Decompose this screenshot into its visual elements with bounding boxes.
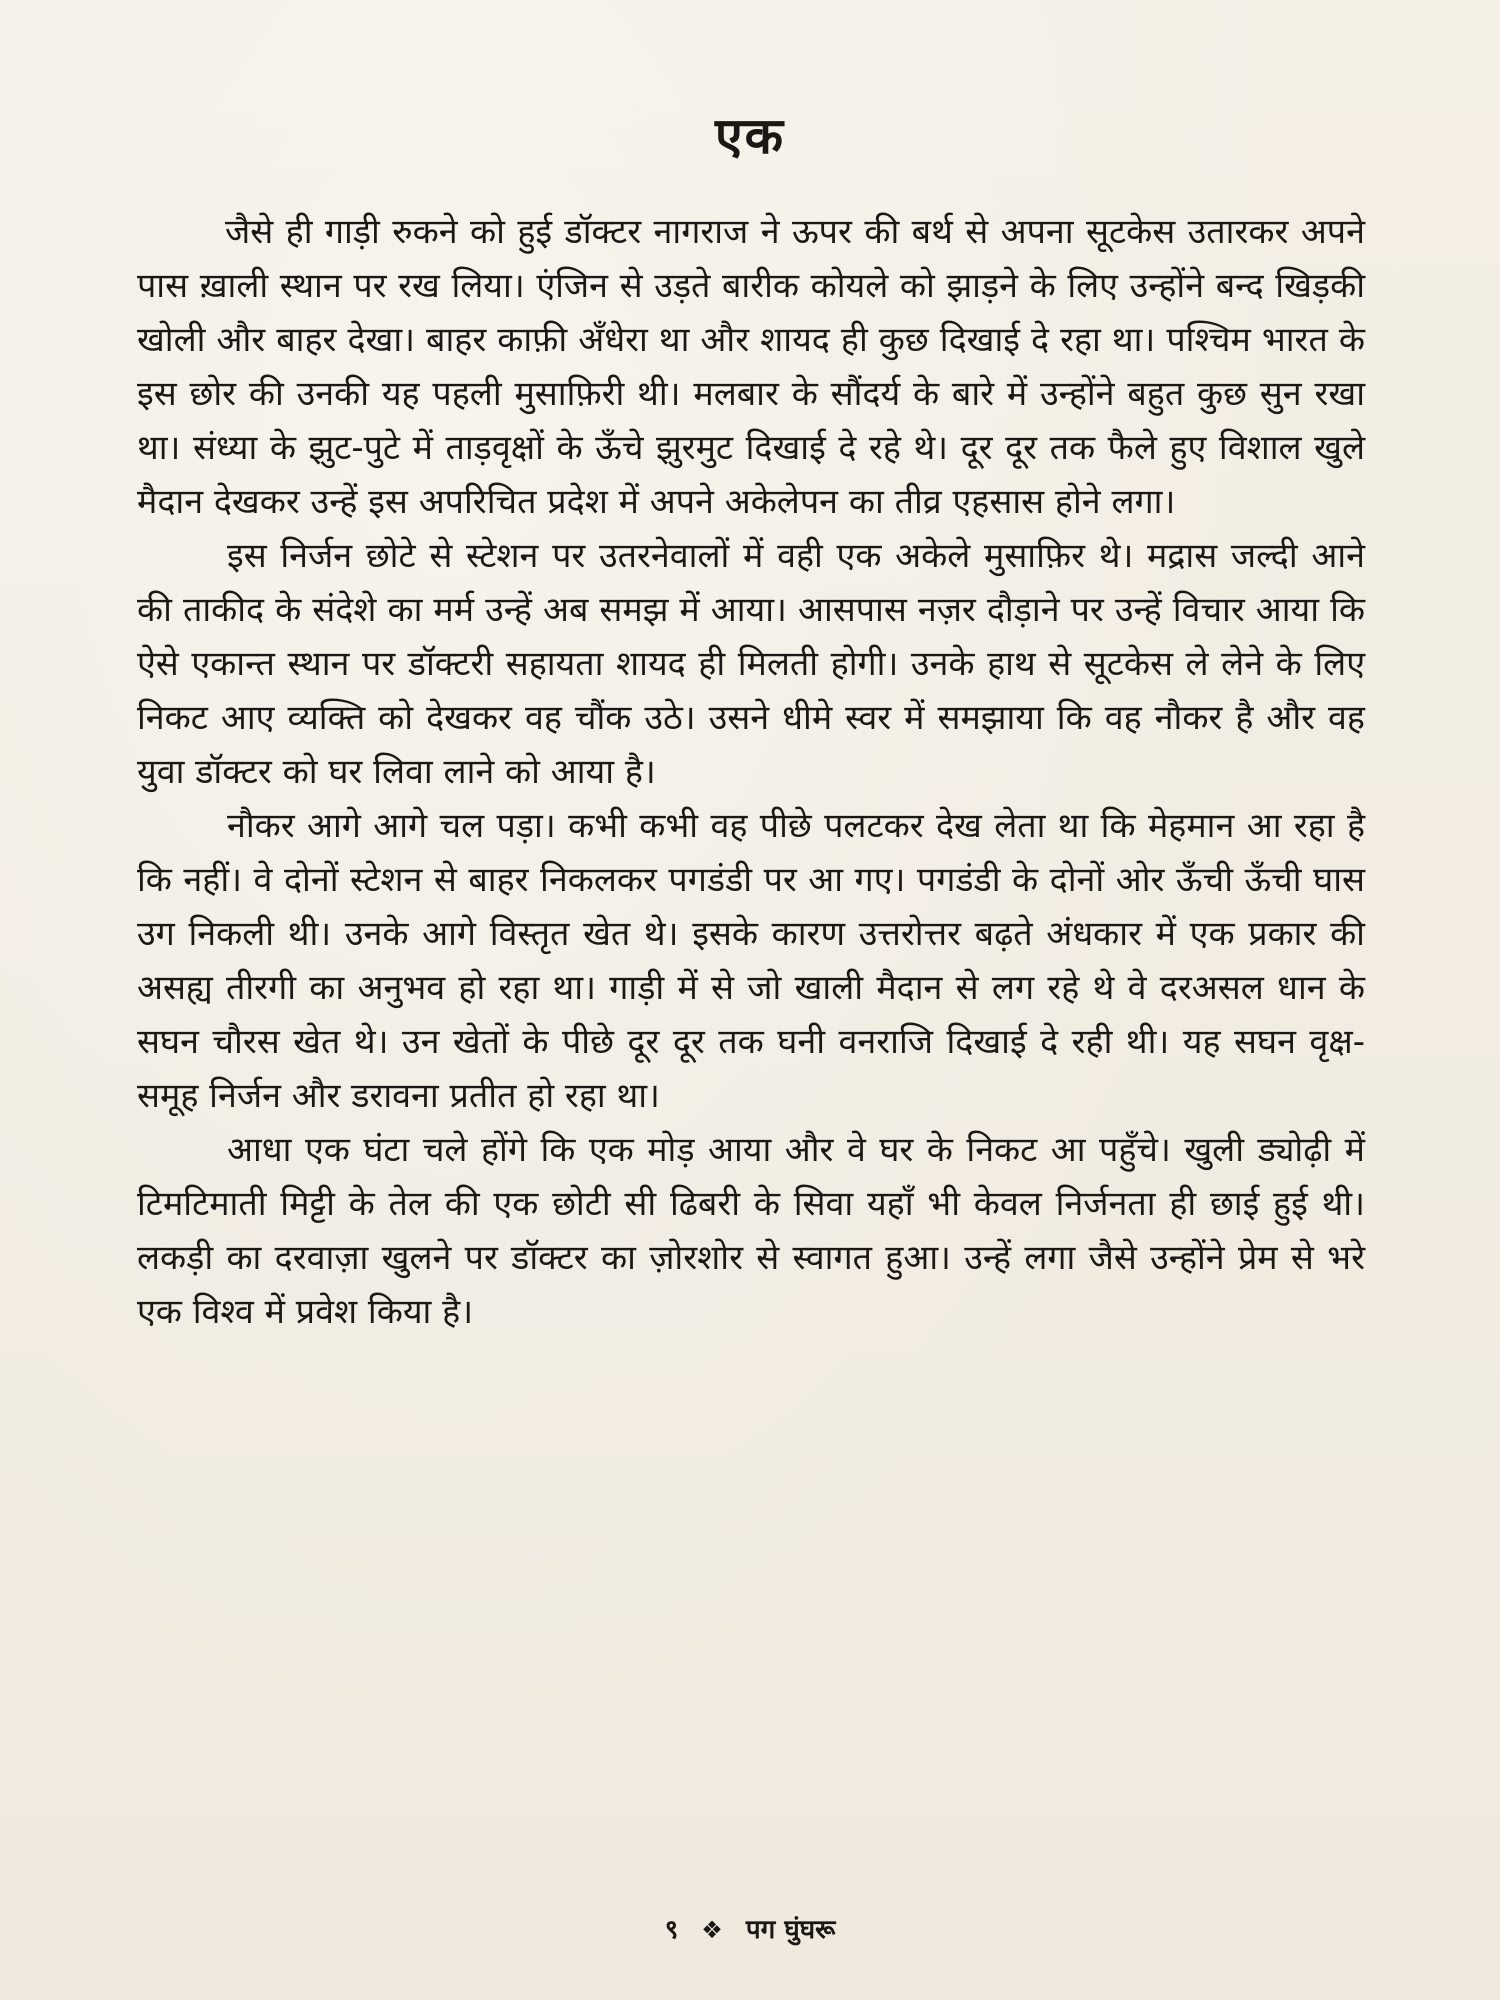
paragraph-3: नौकर आगे आगे चल पड़ा। कभी कभी वह पीछे पलटकर देख लेता था कि मेहमान आ रहा है कि नहीं। वे दोनों स्टेशन से बाहर निकलकर पगडंडी पर आ गए। पगडंडी के दोनों ओर ऊँची ऊँची घास उग निकली थी। उनके आगे विस्तृत खेत थे। इसके कारण उत्तरोत्तर बढ़ते अंधकार में एक प्रकार की असह्य तीरगी का अनुभव हो रहा था। गाड़ी में से जो खाली मैदान से लग रहे थे वे दरअसल धान के सघन चौरस खेत थे। उन खेतों के पीछे दूर दूर तक घनी वनराजि दिखाई दे रही थी। यह सघन वृक्ष-समूह निर्जन और डरावना प्रतीत हो रहा था। xyxy=(137,806,1365,1116)
ornament-separator: ❖ xyxy=(701,1916,723,1944)
paragraph-2: इस निर्जन छोटे से स्टेशन पर उतरनेवालों में वही एक अकेले मुसाफ़िर थे। मद्रास जल्दी आने की ताकीद के संदेशे का मर्म उन्हें अब समझ में आया। आसपास नज़र दौड़ाने पर उन्हें विचार आया कि ऐसे एकान्त स्थान पर डॉक्टरी सहायता शायद ही मिलती होगी। उनके हाथ से सूटकेस ले लेने के लिए निकट आए व्यक्ति को देखकर वह चौंक उठे। उसने धीमे स्वर में समझाया कि वह नौकर है और वह युवा डॉक्टर को घर लिवा लाने को आया है। xyxy=(137,536,1365,792)
paragraph-1: जैसे ही गाड़ी रुकने को हुई डॉक्टर नागराज ने ऊपर की बर्थ से अपना सूटकेस उतारकर अपने पास ख़ाली स्थान पर रख लिया। एंजिन से उड़ते बारीक कोयले को झाड़ने के लिए उन्होंने बन्द खिड़की खोली और बाहर देखा। बाहर काफ़ी अँधेरा था और शायद ही कुछ दिखाई दे रहा था। पश्चिम भारत के इस छोर की उनकी यह पहली मुसाफ़िरी थी। मलबार के सौंदर्य के बारे में उन्होंने बहुत कुछ सुन रखा था। संध्या के झुट-पुटे में ताड़वृक्षों के ऊँचे झुरमुट दिखाई दे रहे थे। दूर दूर तक फैले हुए विशाल खुले मैदान देखकर उन्हें इस अपरिचित प्रदेश में अपने अकेलेपन का तीव्र एहसास होने लगा। xyxy=(137,212,1365,522)
page-number: ९ xyxy=(664,1915,679,1945)
page-footer xyxy=(0,1910,1500,1946)
book-title: पग घुंघरू xyxy=(745,1915,836,1945)
paragraph-4: आधा एक घंटा चले होंगे कि एक मोड़ आया और वे घर के निकट आ पहुँचे। खुली ड्योढ़ी में टिमटिमाती मिट्टी के तेल की एक छोटी सी ढिबरी के सिवा यहाँ भी केवल निर्जनता ही छाई हुई थी। लकड़ी का दरवाज़ा खुलने पर डॉक्टर का ज़ोरशोर से स्वागत हुआ। उन्हें लगा जैसे उन्होंने प्रेम से भरे एक विश्व में प्रवेश किया है। xyxy=(137,1130,1365,1332)
chapter-body xyxy=(137,205,1365,1339)
chapter-title: एक xyxy=(714,107,786,165)
